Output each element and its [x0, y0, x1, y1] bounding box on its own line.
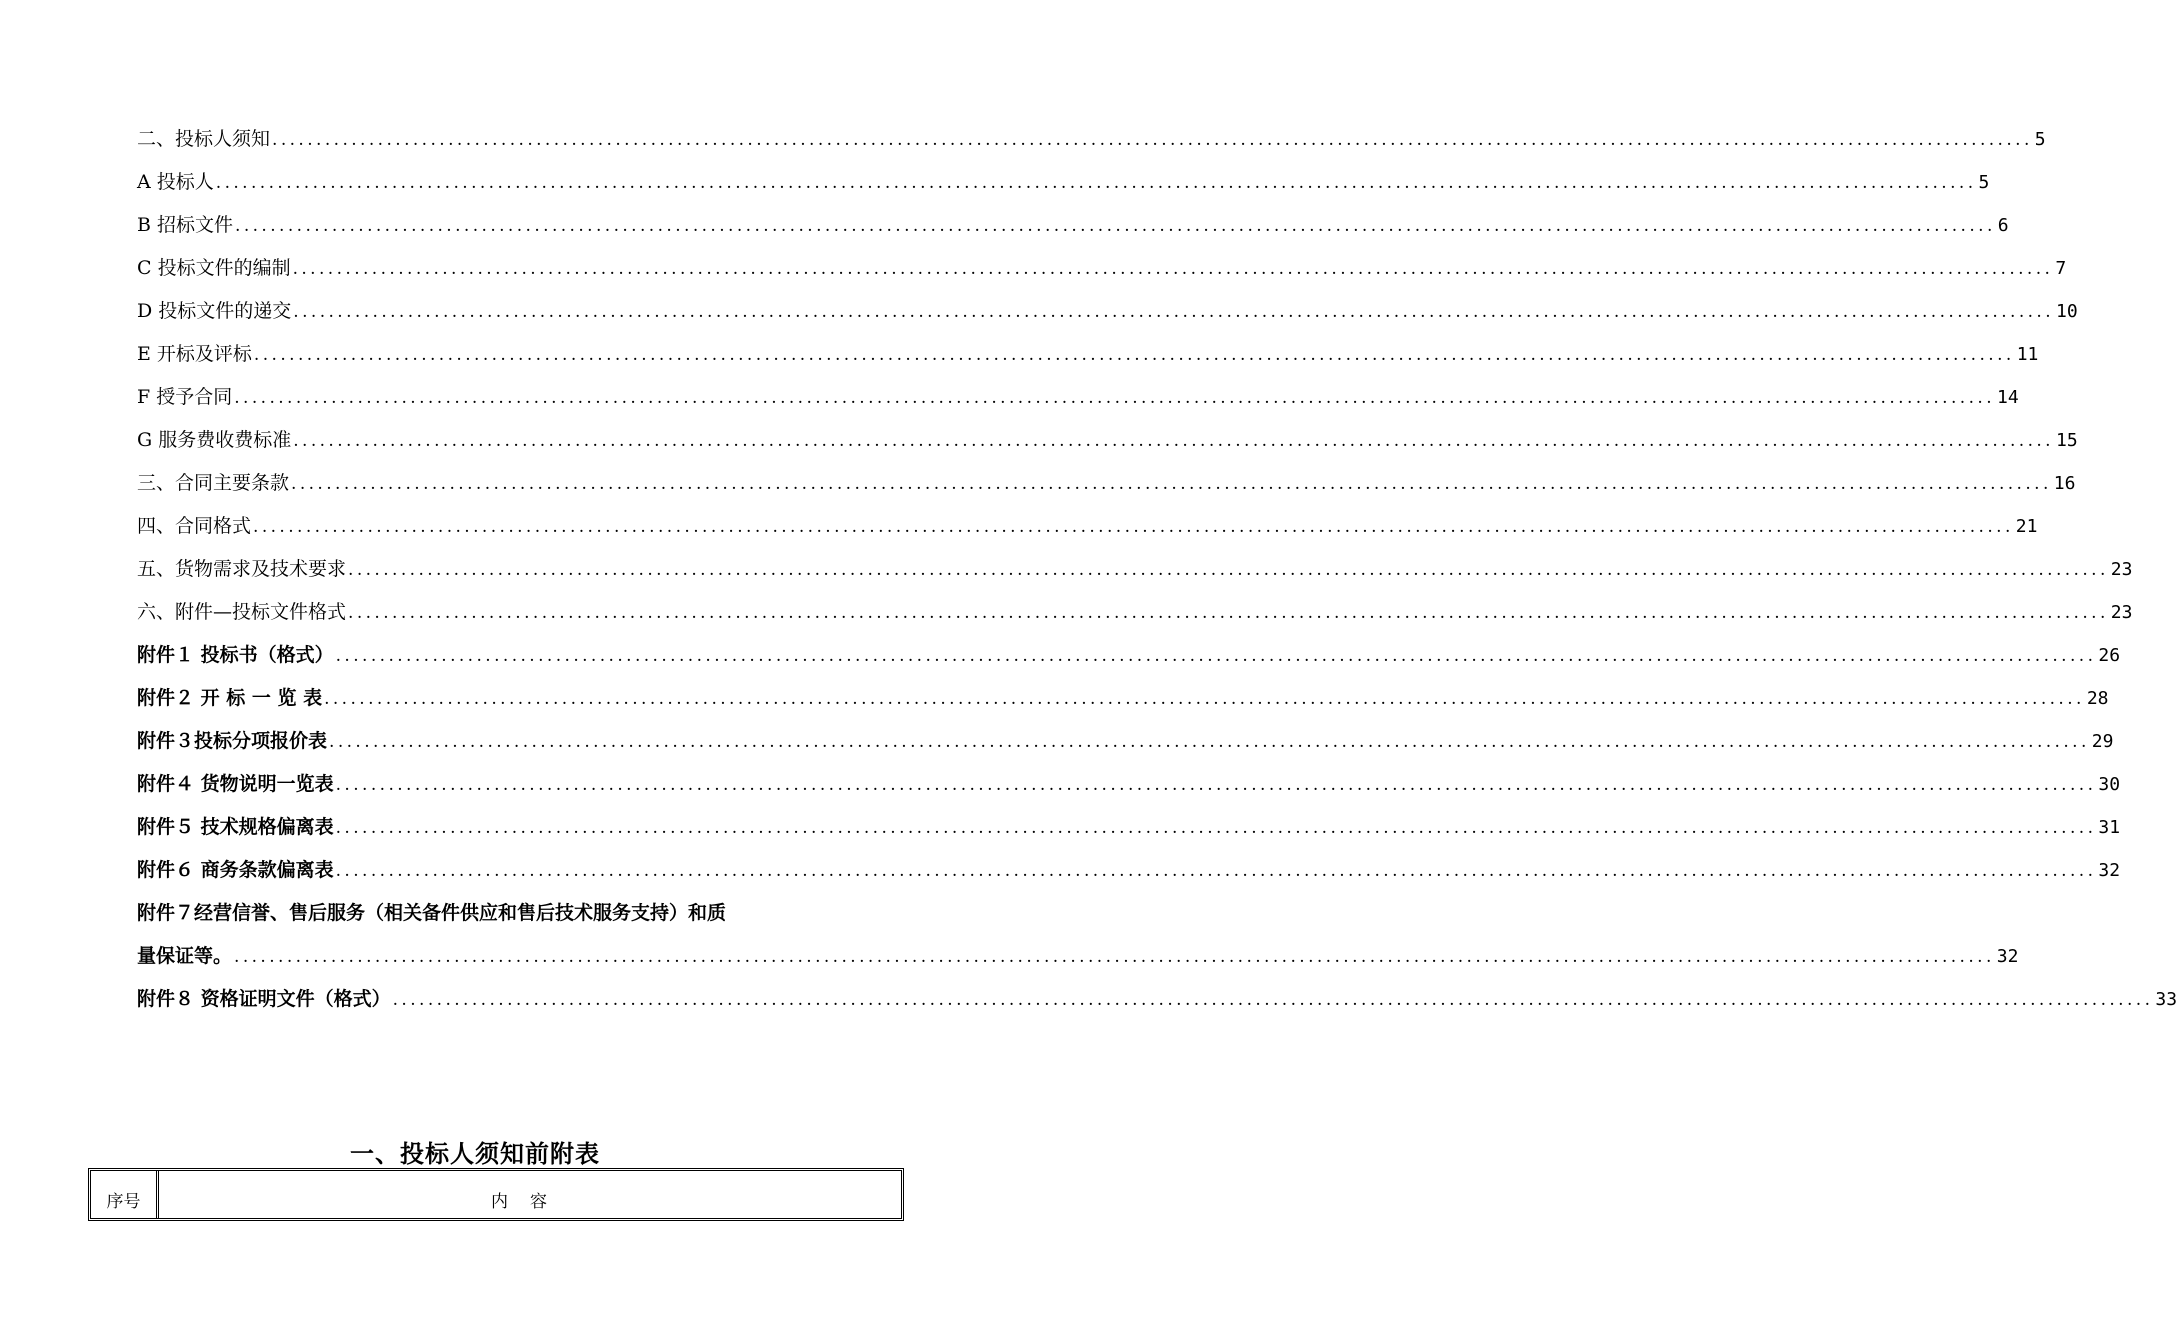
toc-entry[interactable]: [137, 806, 2121, 849]
toc-leader-dots: ........................................................................................................................................................................................................: [234, 388, 1995, 408]
toc-entry[interactable]: [137, 376, 2019, 419]
toc-entry-page: 5: [2034, 129, 2046, 150]
toc-entry-page: 10: [2056, 301, 2078, 322]
toc-entry-title: 附件６ 商务条款偏离表: [137, 859, 334, 881]
toc-entry-title: 附件４ 货物说明一览表: [137, 773, 334, 795]
toc-entry-page: 14: [1997, 387, 2019, 408]
toc-entry[interactable]: [137, 118, 2046, 161]
toc-leader-dots: ........................................................................................................................................................................................................: [324, 689, 2085, 709]
toc-entry-page: 32: [2098, 860, 2121, 881]
toc-leader-dots: ........................................................................................................................................................................................................: [235, 216, 1996, 236]
toc-entry-page: 33: [2155, 989, 2177, 1010]
toc-entry[interactable]: [137, 548, 2133, 591]
toc-entry-page: 23: [2110, 559, 2133, 580]
toc-leader-dots: ........................................................................................................................................................................................................: [348, 603, 2109, 623]
toc-leader-dots: ........................................................................................................................................................................................................: [272, 130, 2033, 150]
table-of-contents: [137, 118, 2177, 1021]
table-header-serial: 序号: [91, 1171, 159, 1218]
toc-entry[interactable]: [137, 677, 2109, 720]
toc-leader-dots: ........................................................................................................................................................................................................: [215, 173, 1977, 193]
toc-entry-title: B 招标文件: [137, 214, 234, 236]
toc-leader-dots: ........................................................................................................................................................................................................: [234, 947, 1995, 967]
toc-entry-title: 量保证等。: [137, 945, 233, 967]
toc-entry-page: 28: [2086, 688, 2109, 709]
toc-entry[interactable]: [137, 290, 2078, 333]
toc-leader-dots: ........................................................................................................................................................................................................: [329, 732, 2090, 752]
toc-leader-dots: ........................................................................................................................................................................................................: [253, 345, 2015, 365]
toc-entry-title: 四、合同格式: [137, 515, 252, 537]
toc-entry-title: F 授予合同: [137, 386, 233, 408]
section-heading: 一、投标人须知前附表: [350, 1139, 600, 1168]
toc-leader-dots: ........................................................................................................................................................................................................: [253, 517, 2014, 537]
toc-entry-page: 32: [1996, 946, 2019, 967]
toc-leader-dots: ........................................................................................................................................................................................................: [335, 646, 2097, 666]
toc-entry-title: 附件８ 资格证明文件（格式）: [137, 988, 391, 1010]
toc-entry-title: E 开标及评标: [137, 343, 252, 365]
toc-entry-last[interactable]: [137, 978, 2177, 1021]
toc-leader-dots: ........................................................................................................................................................................................................: [291, 474, 2052, 494]
toc-entry-title: 二、投标人须知: [137, 128, 271, 150]
toc-entry[interactable]: [137, 462, 2076, 505]
toc-leader-dots: ........................................................................................................................................................................................................: [392, 990, 2154, 1010]
toc-entry-page: 26: [2098, 645, 2121, 666]
toc-entry-page: 31: [2098, 817, 2121, 838]
toc-entry[interactable]: [137, 161, 1990, 204]
toc-entry[interactable]: [137, 634, 2121, 677]
toc-leader-dots: ........................................................................................................................................................................................................: [293, 431, 2054, 451]
toc-entry-page: 6: [1997, 215, 2009, 236]
toc-entry-page: 11: [2016, 344, 2039, 365]
toc-entry-page: 16: [2053, 473, 2076, 494]
toc-entry[interactable]: [137, 204, 2009, 247]
toc-entry-title: 附件２ 开 标 一 览 表: [137, 687, 323, 709]
toc-entry[interactable]: [137, 720, 2114, 763]
table-header-content: 内容: [491, 1192, 569, 1212]
toc-entry-page: 23: [2110, 602, 2133, 623]
toc-leader-dots: ........................................................................................................................................................................................................: [292, 259, 2054, 279]
toc-leader-dots: ........................................................................................................................................................................................................: [293, 302, 2055, 322]
toc-entry-page: 15: [2055, 430, 2078, 451]
toc-entry[interactable]: [137, 591, 2133, 634]
toc-entry-title: A 投标人: [137, 171, 214, 193]
toc-entry-title: D 投标文件的递交: [137, 300, 292, 322]
toc-leader-dots: ........................................................................................................................................................................................................: [335, 861, 2097, 881]
toc-entry-page: 21: [2015, 516, 2038, 537]
toc-entry-title: C 投标文件的编制: [137, 257, 291, 279]
toc-leader-dots: ........................................................................................................................................................................................................: [335, 775, 2097, 795]
toc-entry-page: 7: [2055, 258, 2067, 279]
toc-entry-page: 5: [1978, 172, 1990, 193]
toc-entry[interactable]: [137, 247, 2067, 290]
toc-entry-title: 三、合同主要条款: [137, 472, 290, 494]
toc-entry-page: 29: [2091, 731, 2114, 752]
toc-entry[interactable]: [137, 333, 2039, 376]
toc-entry[interactable]: [137, 419, 2078, 462]
toc-entry[interactable]: [137, 763, 2121, 806]
toc-entry[interactable]: [137, 505, 2038, 548]
toc-entry-title: 附件１ 投标书（格式）: [137, 644, 334, 666]
toc-entry-page: 30: [2098, 774, 2121, 795]
toc-leader-dots: ........................................................................................................................................................................................................: [335, 818, 2097, 838]
toc-entry[interactable]: [137, 849, 2121, 892]
toc-entry-wrapped-line2[interactable]: [137, 935, 2019, 978]
toc-entry-wrapped-line1[interactable]: [137, 892, 882, 935]
toc-entry-title: 附件３投标分项报价表: [137, 730, 328, 752]
toc-entry-title: 附件７经营信誉、售后服务（相关备件供应和售后技术服务支持）和质: [137, 902, 727, 924]
toc-entry-title: 五、货物需求及技术要求: [137, 558, 347, 580]
toc-entry-title: G 服务费收费标准: [137, 429, 292, 451]
toc-entry-title: 六、附件—投标文件格式: [137, 601, 347, 623]
toc-leader-dots: ........................................................................................................................................................................................................: [348, 560, 2109, 580]
bidder-notice-table: [88, 1168, 904, 1221]
toc-entry-title: 附件５ 技术规格偏离表: [137, 816, 334, 838]
